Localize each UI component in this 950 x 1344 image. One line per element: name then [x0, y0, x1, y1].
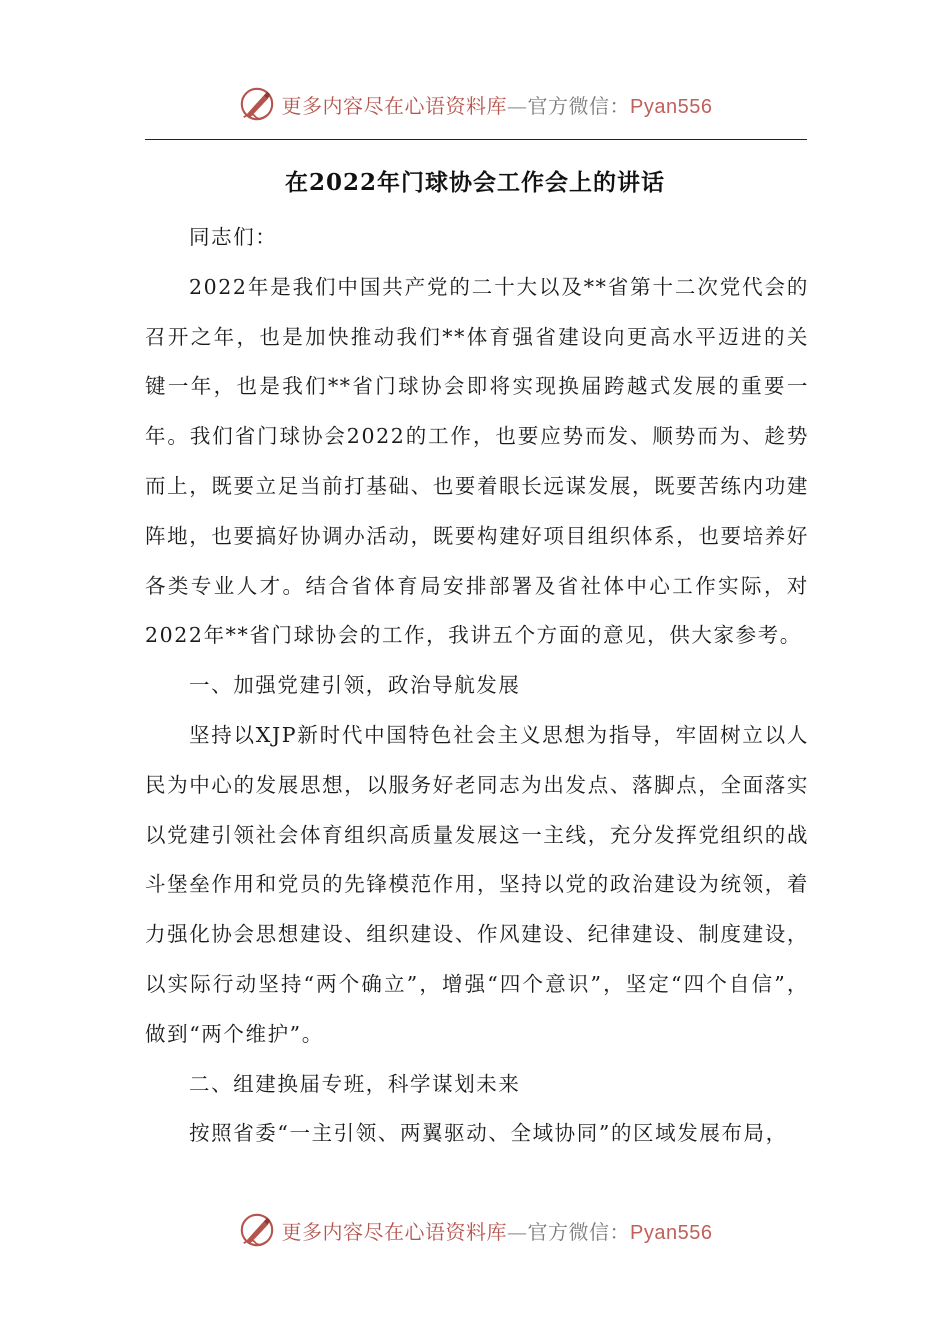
body-paragraph: 2022年是我们中国共产党的二十大以及**省第十二次党代会的召开之年，也是加快推动我们**体育强省建设向更高水平迈进的关键一年，也是我们**省门球协会即将实现换届跨越式发展的重要一年。我们省门球协会2022的工作，也要应势而发、顺势而为、趁势而上，既要立足当前打基础、也要着眼长远谋发展，既要苦练内功建阵地，也要搞好协调办活动，既要构建好项目组织体系，也要培养好各类专业人才。结合省体育局安排部署及省社体中心工作实际，对2022年**省门球协会的工作，我讲五个方面的意见，供大家参考。 — [145, 274, 809, 648]
body-paragraph: 按照省委“一主引领、两翼驱动、全域协同”的区域发展布局， — [189, 1121, 788, 1146]
brand-text: 更多内容尽在心语资料库 — [281, 93, 508, 118]
wechat-label: 官方微信： — [527, 93, 631, 118]
wechat-id: Pyan556 — [630, 95, 713, 118]
document-title: 在2022年门球协会工作会上的讲话 — [284, 169, 665, 196]
banner-text — [282, 1216, 713, 1245]
banner-content — [238, 85, 713, 123]
wechat-label: 官方微信： — [527, 1219, 631, 1244]
header-divider — [145, 139, 807, 140]
brand-text: 更多内容尽在心语资料库 — [281, 1219, 508, 1244]
wechat-id: Pyan556 — [630, 1221, 713, 1244]
body-paragraph: 坚持以XJP新时代中国特色社会主义思想为指导，牢固树立以人民为中心的发展思想，以服务好老同志为出发点、落脚点，全面落实以党建引领社会体育组织高质量发展这一主线，充分发挥党组织的战斗堡垒作用和党员的先锋模范作用，坚持以党的政治建设为统领，着力强化协会思想建设、组织建设、作风建设、纪律建设、制度建设，以实际行动坚持“两个确立”，增强“四个意识”，坚定“四个自信”，做到“两个维护”。 — [145, 722, 809, 1046]
banner-content — [238, 1211, 713, 1249]
footer-banner — [0, 1208, 950, 1252]
section-heading: 二、组建换届专班，科学谋划未来 — [189, 1071, 521, 1096]
banner-separator: — — [507, 93, 528, 118]
banner-text — [282, 90, 713, 119]
pen-logo-icon — [238, 1211, 276, 1249]
document-body — [145, 213, 809, 1159]
pen-logo-icon — [238, 85, 276, 123]
header-banner — [0, 82, 950, 126]
section-heading: 一、加强党建引领，政治导航发展 — [189, 673, 521, 698]
salutation: 同志们： — [189, 225, 278, 249]
banner-separator: — — [507, 1219, 528, 1244]
